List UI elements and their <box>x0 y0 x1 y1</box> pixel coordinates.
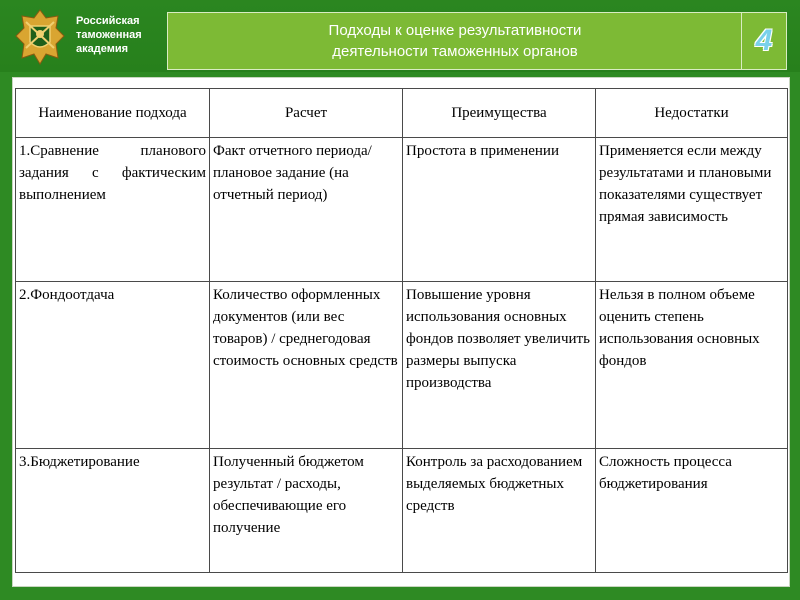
title-line: Подходы к оценке результативности <box>328 22 582 39</box>
column-header: Расчет <box>210 89 403 138</box>
cons-cell: Применяется если между результатами и плановыми показателями существует прямая зависимость <box>596 138 788 282</box>
table-row <box>16 138 788 282</box>
calc-cell: Полученный бюджетом результат / расходы, обеспечивающие его получение <box>210 449 403 573</box>
content-panel <box>12 77 790 587</box>
approach-name-cell: 1.Сравнение планового задания с фактическим выполнением <box>16 138 210 282</box>
org-line: академия <box>76 43 129 55</box>
org-line: Российская <box>76 15 140 27</box>
approach-name-cell: 2.Фондоотдача <box>16 282 210 449</box>
calc-cell: Количество оформленных документов (или вес товаров) / среднегодовая стоимость основных средств <box>210 282 403 449</box>
table-header-row <box>16 89 788 138</box>
pros-cell: Контроль за расходованием выделяемых бюджетных средств <box>403 449 596 573</box>
cons-cell: Сложность процесса бюджетирования <box>596 449 788 573</box>
table-row <box>16 449 788 573</box>
approach-name-cell: 3.Бюджетирование <box>16 449 210 573</box>
org-line: таможенная <box>76 29 142 41</box>
calc-cell: Факт отчетного периода/плановое задание (на отчетный период) <box>210 138 403 282</box>
title-line: деятельности таможенных органов <box>332 43 578 60</box>
pros-cell: Повышение уровня использования основных фондов позволяет увеличить размеры выпуска производства <box>403 282 596 449</box>
slide-number-box <box>741 12 787 70</box>
column-header: Преимущества <box>403 89 596 138</box>
cons-cell: Нельзя в полном объеме оценить степень использования основных фондов <box>596 282 788 449</box>
pros-cell: Простота в применении <box>403 138 596 282</box>
slide-title <box>167 12 743 70</box>
organization-name <box>76 14 171 56</box>
slide-number: 4 <box>755 24 773 57</box>
approaches-table <box>15 88 788 573</box>
academy-emblem-icon <box>14 8 66 66</box>
column-header: Наименование подхода <box>16 89 210 138</box>
column-header: Недостатки <box>596 89 788 138</box>
table-row <box>16 282 788 449</box>
